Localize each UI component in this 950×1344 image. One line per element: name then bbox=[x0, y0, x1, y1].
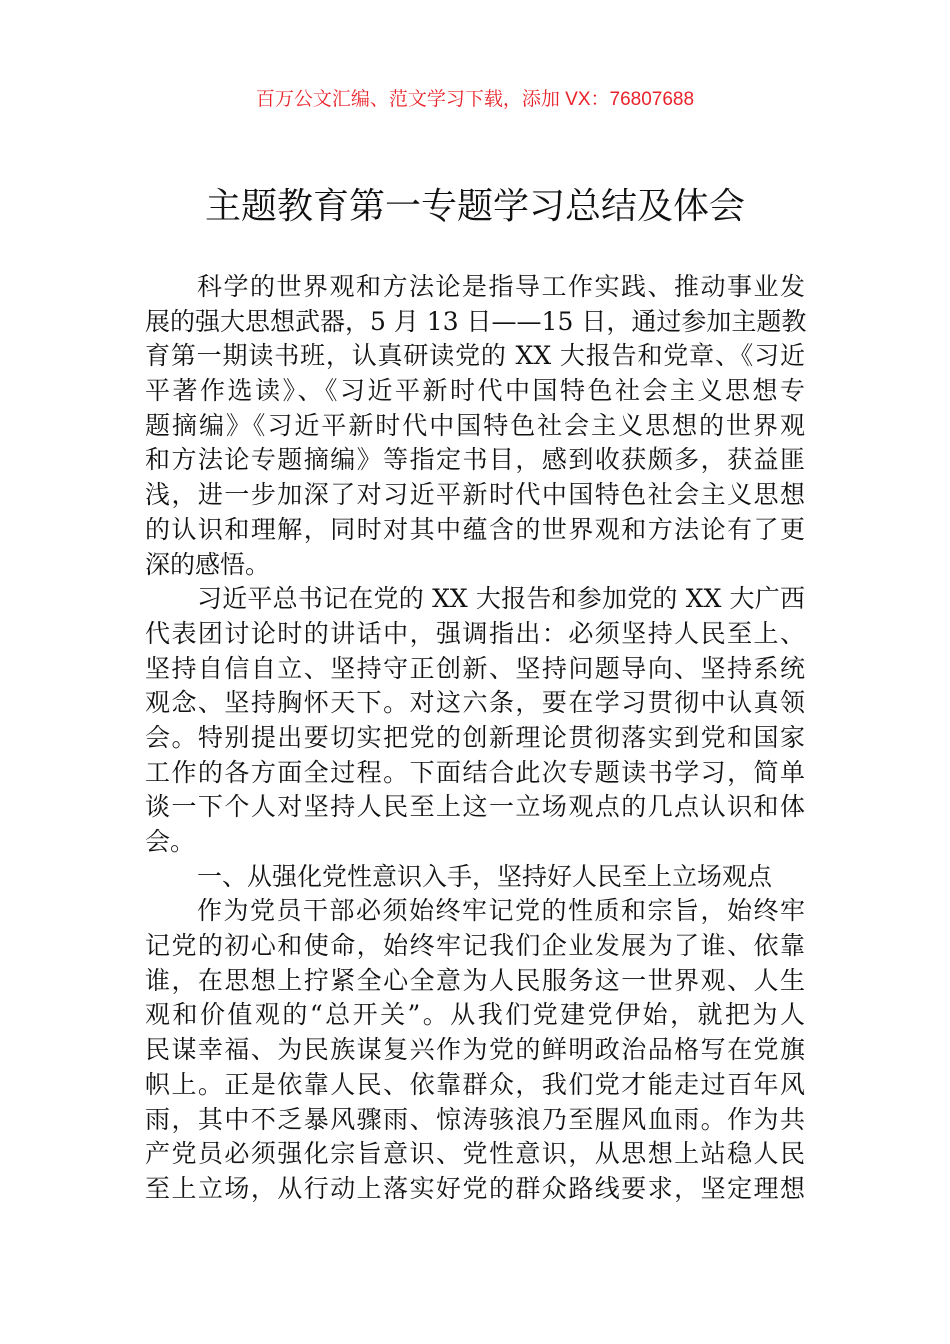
paragraph-line: 民谋幸福、为民族谋复兴作为党的鲜明政治品格写在党旗 bbox=[145, 1035, 805, 1065]
paragraph-line: 会。 bbox=[145, 827, 196, 856]
document-title: 主题教育第一专题学习总结及体会 bbox=[204, 186, 745, 227]
paragraph-line: 产党员必须强化宗旨意识、党性意识，从思想上站稳人民 bbox=[145, 1139, 805, 1169]
paragraph-line: 深的感悟。 bbox=[145, 549, 271, 579]
paragraph-line: 谁，在思想上拧紧全心全意为人民服务这一世界观、人生 bbox=[145, 965, 805, 995]
paragraph-line: 题摘编》《习近平新时代中国特色社会主义思想的世界观 bbox=[145, 410, 805, 440]
paragraph-line: 观念、坚持胸怀天下。对这六条，要在学习贯彻中认真领 bbox=[145, 688, 805, 718]
paragraph-line: 坚持自信自立、坚持守正创新、坚持问题导向、坚持系统 bbox=[145, 653, 805, 683]
paragraph-line: 的认识和理解，同时对其中蕴含的世界观和方法论有了更 bbox=[145, 514, 805, 544]
paragraph-line: 浅，进一步加深了对习近平新时代中国特色社会主义思想 bbox=[145, 480, 805, 510]
paragraph-line: 工作的各方面全过程。下面结合此次专题读书学习，简单 bbox=[145, 757, 805, 787]
paragraph-line: 代表团讨论时的讲话中，强调指出：必须坚持人民至上、 bbox=[145, 618, 805, 648]
paragraph-line: 科学的世界观和方法论是指导工作实践、推动事业发 bbox=[197, 272, 805, 301]
paragraph-line: 谈一下个人对坚持人民至上这一立场观点的几点认识和体 bbox=[145, 792, 805, 822]
paragraph-line: 会。特别提出要切实把党的创新理论贯彻落实到党和国家 bbox=[145, 722, 805, 752]
paragraph-line: 作为党员干部必须始终牢记党的性质和宗旨，始终牢 bbox=[197, 896, 805, 926]
paragraph-line: 和方法论专题摘编》等指定书目，感到收获颇多，获益匪 bbox=[145, 445, 805, 475]
section-heading: 一、从强化党性意识入手，坚持好人民至上立场观点 bbox=[197, 861, 773, 891]
document-body bbox=[145, 270, 805, 1207]
paragraph-line: 平著作选读》、《习近平新时代中国特色社会主义思想专 bbox=[145, 376, 805, 406]
paragraph-line: 展的强大思想武器，5 月 13 日——15 日，通过参加主题教 bbox=[145, 306, 807, 336]
paragraph-line: 育第一期读书班，认真研读党的 XX 大报告和党章、《习近 bbox=[145, 341, 805, 371]
paragraph-line: 帜上。正是依靠人民、依靠群众，我们党才能走过百年风 bbox=[145, 1069, 805, 1099]
paragraph-line: 习近平总书记在党的 XX 大报告和参加党的 XX 大广西 bbox=[197, 584, 805, 614]
watermark-header: 百万公文汇编、范文学习下载，添加 VX：76807688 bbox=[255, 89, 695, 110]
paragraph-line: 至上立场，从行动上落实好党的群众路线要求，坚定理想 bbox=[145, 1173, 805, 1203]
paragraph-line: 观和价值观的“总开关”。从我们党建党伊始，就把为人 bbox=[145, 1000, 805, 1030]
paragraph-line: 雨，其中不乏暴风骤雨、惊涛骇浪乃至腥风血雨。作为共 bbox=[145, 1104, 805, 1134]
paragraph-line: 记党的初心和使命，始终牢记我们企业发展为了谁、依靠 bbox=[145, 931, 805, 961]
